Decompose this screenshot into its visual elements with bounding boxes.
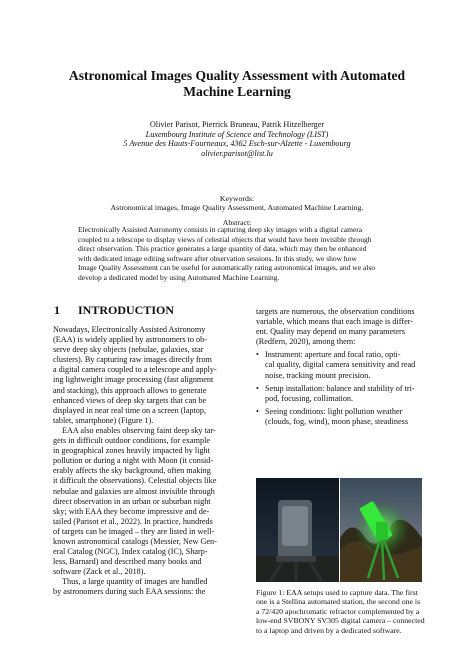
body-line: less, Barnard) and described many books and [53, 557, 202, 567]
body-line: by astronomers during such EAA sessions: the [53, 587, 206, 597]
bullet-line: (clouds, fog, wind), moon phase, steadiness [265, 416, 409, 426]
section-number: 1 [54, 303, 60, 317]
body-line: EAA also enables observing faint deep sky tar- [62, 425, 216, 435]
body-line: in geographical zones heavily impacted by light [53, 446, 210, 456]
body-line: tailed (Parisot et al., 2022). In practice, hundreds [53, 516, 213, 526]
abstract-line: direct observation. This practice generates a large quantity of data, which may then be enhanced [78, 244, 367, 254]
body-line: software (Zack et al., 2018). [53, 567, 146, 577]
body-line: nebulae and galaxies are almost invisible through [53, 486, 215, 496]
body-line: direct observation in an urban or suburban night [53, 496, 211, 506]
bullet-line: • Seeing conditions: light pollution weather [265, 406, 403, 416]
body-line: variable, which means that each image is differ- [256, 317, 414, 327]
caption-line: low-end SVBONY SV305 digital camera – connected [256, 616, 425, 626]
paper-title [40, 68, 434, 100]
list-item [256, 350, 422, 380]
title-line: Machine Learning [183, 84, 291, 99]
keywords-heading: Keywords: [219, 194, 255, 203]
figure-photo [256, 478, 422, 582]
body-line: erably affects the sky background, often making [53, 466, 211, 476]
right-column [256, 307, 422, 427]
body-line: a digital camera coupled to a telescope and apply- [53, 365, 217, 375]
bullet-line: • Setup installation: balance and stability of tri- [265, 383, 415, 393]
bullet-line: noise, tracking mount precision. [265, 370, 371, 380]
body-line: Nowadays, Electronically Assisted Astronomy [53, 325, 206, 334]
author-names: Olivier Parisot, Pierrick Bruneau, Patrik Hitzelberger [149, 120, 325, 129]
body-line: clusters). By capturing raw images directly from [53, 355, 212, 365]
caption-line: Figure 1: EAA setups used to capture data. The first [256, 588, 418, 597]
body-line: serve deep sky objects (nebulae, galaxies, star [53, 345, 204, 355]
abstract-line: develop a dedicated model by using Automated Machine Learning. [78, 272, 280, 282]
body-line: it difficult the observations). Celestial objects like [53, 476, 217, 486]
abstract-line: Electronically Assisted Astronomy consists in capturing deep sky images with a digital camera [78, 225, 363, 234]
email: olivier.parisot@list.lu [201, 148, 273, 158]
body-line: tablet, smartphone) (Figure 1). [53, 415, 154, 425]
abstract-heading: Abstract: [222, 218, 252, 227]
body-line: targets are numerous, the observation conditions [256, 307, 415, 316]
list-item [256, 407, 422, 427]
body-line: (EAA) is widely applied by astronomers to ob- [53, 335, 207, 345]
telescope-setups-image [256, 478, 422, 582]
abstract-line: Image Quality Assessment can be useful for automatically rating astronomical images, and we also [78, 263, 375, 273]
author-block [40, 120, 434, 158]
bullet-line: pod, focusing, collimation. [265, 393, 354, 403]
bullet-line: • Instrument: aperture and focal ratio, opti- [265, 350, 401, 360]
section-heading [54, 303, 174, 318]
body-line: eral Catalog (NGC), Index catalog (IC), Sharp- [53, 547, 208, 557]
body-line: ent. Quality may depend on many parameters [256, 327, 405, 337]
keywords-text: Astronomical images, Image Quality Assessment, Automated Machine Learning. [110, 203, 364, 212]
affiliation: Luxembourg Institute of Science and Technology (LIST) [145, 129, 329, 139]
caption-line: to a laptop and driven by a dedicated software. [256, 625, 402, 635]
abstract-line: with dedicated image editing software after observation sessions. In this study, we show how [78, 253, 357, 263]
body-line: displayed in near real time on a screen (laptop, [53, 405, 206, 415]
bullet-line: cal quality, digital camera sensitivity and read [265, 360, 416, 370]
body-line: and stacking), this approach allows to generate [53, 385, 207, 395]
abstract-text [78, 225, 396, 283]
body-line: (Redfern, 2020), among them: [256, 337, 356, 347]
body-line: known astronomical catalogs (Messier, New Gen- [53, 536, 217, 546]
body-line: sky; with EAA they become impressive and de- [53, 506, 210, 516]
figure-caption [256, 588, 425, 635]
address: 5 Avenue des Hauts-Fourneaux, 4362 Esch-sur-Alzette - Luxembourg [123, 139, 351, 149]
body-line: pollution or during a night with Moon (it consid- [53, 456, 214, 466]
abstract-line: coupled to a telescope to display views of celestial objects that would have been invisible through [78, 234, 372, 244]
body-line: enhanced views of deep sky targets that can be [53, 395, 207, 405]
body-line: of targets can be imaged – they are listed in well- [53, 526, 215, 536]
body-line: Thus, a large quantity of images are handled [62, 577, 208, 587]
title-line: Astronomical Images Quality Assessment with Automated [68, 68, 406, 83]
caption-line: a 72/420 apochromatic refractor complemented by a [256, 606, 420, 616]
list-item [256, 384, 422, 404]
caption-line: one is a Stellina automated station, the second one is [256, 597, 421, 607]
left-column [53, 325, 242, 598]
section-title: INTRODUCTION [78, 303, 175, 317]
body-line: gets in difficult outdoor conditions, for example [53, 436, 210, 446]
body-line: ing lightweight image processing (fast alignment [53, 375, 214, 385]
